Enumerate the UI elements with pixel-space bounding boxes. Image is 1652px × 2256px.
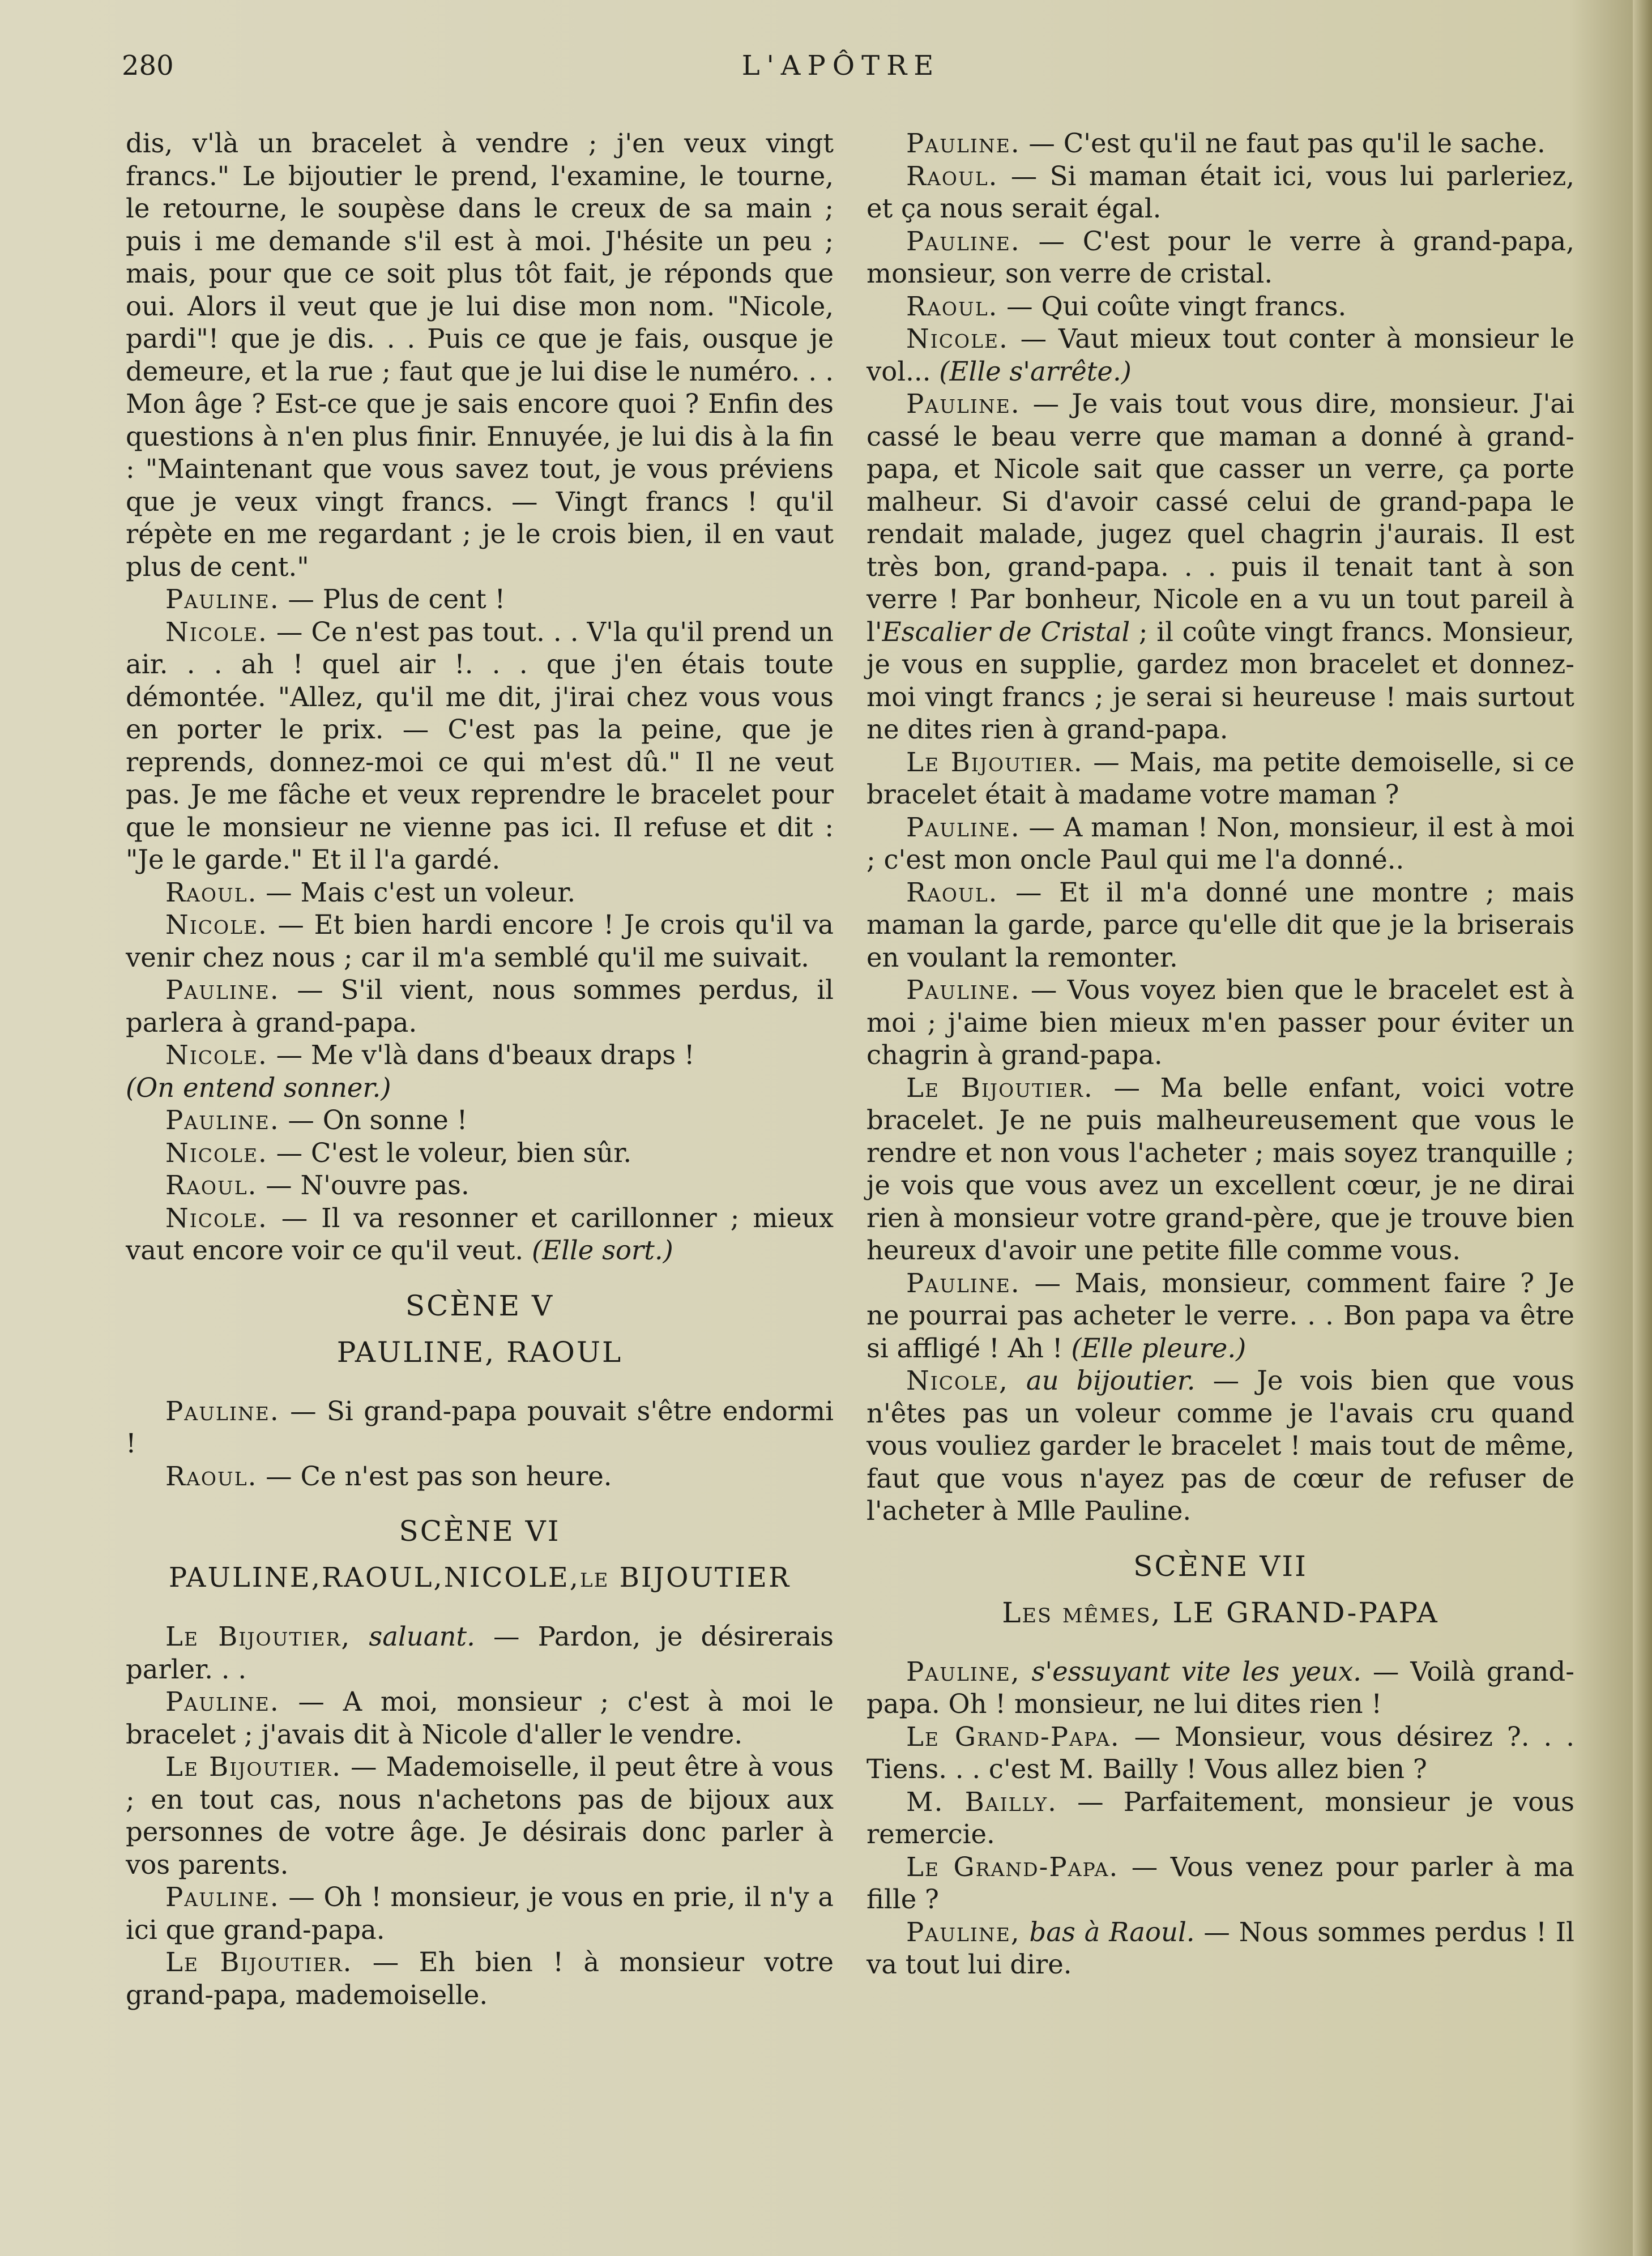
line-text: — Ce n'est pas tout. . . V'la qu'il prend un air. . . ah ! quel air !. . . que j'en étais toute démontée. "Allez, qu'il me dit, j'irai chez vous vous en porter le prix. — C'est pas la peine, que je reprends, donnez-moi ce qui m'est dû." Il ne veut pas. Je me fâche et veux reprendre le bracelet pour que le monsieur ne vienne pas ici. Il refuse et dit : "Je le garde." Et il l'a gardé. (126, 616, 834, 875)
line-text: — Ce n'est pas son heure. (257, 1460, 612, 1492)
narration-paragraph: dis, v'là un bracelet à vendre ; j'en veux vingt francs." Le bijoutier le prend, l'examine, le tourne, le retourne, le soupèse dans le creux de sa main ; puis i me demande s'il est à moi. J'hésite un peu ; mais, pour que ce soit plus tôt fait, je réponds que oui. Alors il veut que je lui dise mon nom. "Nicole, pardi"! que je dis. . . Puis ce que je fais, ousque je demeure, et la rue ; faut que je lui dise le numéro. . . Mon âge ? Est-ce que je sais encore quoi ? Enfin des questions à n'en plus finir. Ennuyée, je lui dis à la fin : "Maintenant que vous savez tout, je vous préviens que je veux vingt francs. — Vingt francs ! qu'il répète en me regardant ; je le crois bien, il en vaut plus de cent." (126, 128, 834, 582)
speaker-name: Raoul. (165, 1460, 258, 1492)
line-text: — Mademoiselle, il peut être à vous ; en tout cas, nous n'achetons pas de bijoux aux personnes de votre âge. Je désirais donc parler à vos parents. (126, 1751, 834, 1880)
dialogue-line (866, 290, 1574, 323)
speaker-name: Nicole. (165, 1040, 268, 1070)
dialogue-line (866, 746, 1574, 811)
inline-stage-direction: au bijoutier. (1008, 1365, 1196, 1396)
speaker-name: Pauline. (165, 1395, 280, 1426)
speaker-name: Raoul. (906, 160, 998, 191)
speaker-name: Pauline. (165, 975, 280, 1005)
dialogue-line (866, 225, 1574, 290)
dialogue-line (126, 909, 834, 974)
place-name: Escalier de Cristal (882, 616, 1130, 647)
line-text: — Eh bien ! à monsieur votre grand-papa, mademoiselle. (126, 1947, 834, 2010)
line-text: — S'il vient, nous sommes perdus, il parlera à grand-papa. (126, 975, 834, 1038)
dialogue-line (866, 1656, 1574, 1721)
scene-vi-title: SCÈNE VI (399, 1515, 561, 1548)
speaker-name: Raoul. (165, 1170, 258, 1200)
dialogue-line (866, 160, 1574, 225)
dialogue-line (866, 388, 1574, 746)
speaker-name: Le Grand-Papa. (906, 1851, 1119, 1882)
speaker-name: Raoul. (165, 877, 258, 908)
page-header (122, 50, 1560, 95)
dialogue-line (126, 877, 834, 909)
characters-part: PAULINE,RAOUL,NICOLE, (168, 1562, 580, 1593)
scene-vii-characters (866, 1596, 1574, 1630)
dialogue-line (126, 1460, 834, 1493)
characters-part: BIJOUTIER (609, 1562, 791, 1593)
dialogue-line (126, 1104, 834, 1137)
dialogue-line (866, 811, 1574, 877)
line-text: — C'est pour le verre à grand-papa, monsieur, son verre de cristal. (866, 225, 1574, 289)
dialogue-line (126, 1751, 834, 1881)
speaker-name: Pauline. (165, 584, 280, 614)
line-text: — Pardon, je désirerais parler. . . (126, 1621, 834, 1685)
line-text: — Et bien hardi encore ! Je crois qu'il va venir chez nous ; car il m'a semblé qu'il me suivait. (126, 909, 834, 973)
dialogue-line (866, 1786, 1574, 1851)
dialogue-line (126, 1039, 834, 1072)
characters-part: , LE GRAND-PAPA (1151, 1596, 1439, 1629)
line-text: — Ma belle enfant, voici votre bracelet. Je ne puis malheureusement que vous le rendre et non vous l'acheter ; mais soyez tranquille ; je vois que vous avez un excellent cœur, je ne dirai rien à monsieur votre grand-père, que je trouve bien heureux d'avoir une petite fille comme vous. (866, 1072, 1574, 1266)
dialogue-line (866, 127, 1574, 160)
inline-stage-direction: bas à Raoul. (1020, 1916, 1195, 1947)
speaker-name: Pauline. (906, 1267, 1021, 1298)
page-edge-shadow (1633, 0, 1652, 2256)
dialogue-line (126, 583, 834, 616)
characters-part: Les mêmes (1002, 1596, 1151, 1629)
dialogue-line (866, 323, 1574, 388)
inline-stage-direction: s'essuyant vite les yeux. (1020, 1656, 1361, 1687)
dialogue-line (126, 1137, 834, 1170)
speaker-name: Nicole. (165, 1137, 268, 1168)
line-text: — Je vois bien que vous n'êtes pas un voleur comme je l'avais cru quand vous vouliez garder le bracelet ! mais tout de même, faut que vous n'ayez pas de cœur de refuser de l'acheter à Mlle Pauline. (866, 1365, 1574, 1526)
line-text: — C'est le voleur, bien sûr. (267, 1137, 632, 1168)
line-text: — Si maman était ici, vous lui parleriez, et ça nous serait égal. (866, 160, 1574, 224)
line-text: — Oh ! monsieur, je vous en prie, il n'y a ici que grand-papa. (126, 1882, 834, 1945)
dialogue-line (126, 1169, 834, 1202)
dialogue-line (126, 974, 834, 1039)
dialogue-line (126, 1946, 834, 2011)
speaker-name: Pauline. (906, 388, 1021, 419)
line-text: — Voilà grand-papa. Oh ! monsieur, ne lui dites rien ! (866, 1656, 1574, 1719)
speaker-name: Nicole, (906, 1365, 1009, 1396)
speaker-name: Le Bijoutier. (165, 1947, 353, 1977)
stage-direction (126, 1072, 834, 1105)
dialogue-line (866, 1851, 1574, 1916)
line-text: — Si grand-papa pouvait s'être endormi ! (126, 1395, 834, 1459)
scene-v-title: SCÈNE V (405, 1289, 554, 1322)
stage-direction-text: (Elle pleure.) (1071, 1332, 1247, 1364)
line-text: — Nous sommes perdus ! Il va tout lui dire. (866, 1916, 1574, 1980)
dialogue-line (126, 1686, 834, 1751)
line-text: — Me v'là dans d'beaux draps ! (267, 1040, 695, 1070)
dialogue-line (126, 616, 834, 877)
speaker-name: Nicole. (165, 616, 268, 647)
dialogue-line (866, 1365, 1574, 1528)
speaker-name: Pauline. (906, 975, 1021, 1005)
scene-v-characters: PAULINE, RAOUL (336, 1335, 623, 1369)
running-title: L'APÔTRE (741, 50, 941, 82)
line-text: — Parfaitement, monsieur je vous remercie. (866, 1786, 1574, 1849)
speaker-name: Nicole. (165, 909, 268, 940)
line-text: — A maman ! Non, monsieur, il est à moi ; c'est mon oncle Paul qui me l'a donné.. (866, 811, 1574, 875)
line-text: — Monsieur, vous désirez ?. . . Tiens. . . c'est M. Bailly ! Vous allez bien ? (866, 1721, 1574, 1784)
speaker-name: Pauline. (906, 811, 1021, 843)
left-column (126, 127, 834, 2011)
scene-vi-characters (126, 1561, 834, 1595)
speaker-name: Pauline, (906, 1916, 1021, 1947)
stage-direction-text: (Elle s'arrête.) (939, 356, 1132, 387)
speaker-name: M. Bailly. (906, 1786, 1057, 1817)
speaker-name: Le Grand-Papa. (906, 1721, 1120, 1752)
dialogue-line (866, 1916, 1574, 1981)
speaker-name: Pauline, (906, 1656, 1021, 1687)
speaker-name: Pauline. (165, 1882, 280, 1912)
line-text: — Mais c'est un voleur. (257, 877, 576, 908)
line-text: — C'est qu'il ne faut pas qu'il le sache. (1020, 128, 1546, 159)
line-text: — N'ouvre pas. (257, 1170, 469, 1200)
inline-stage-direction: saluant. (351, 1621, 475, 1652)
speaker-name: Pauline. (165, 1105, 280, 1135)
line-text: — Vaut mieux tout conter à monsieur le vol... (866, 323, 1574, 387)
dialogue-line (126, 1621, 834, 1686)
line-text: — Mais, ma petite demoiselle, si ce bracelet était à madame votre maman ? (866, 746, 1574, 810)
speaker-name: Raoul. (906, 877, 998, 908)
line-text: — Qui coûte vingt francs. (998, 290, 1347, 322)
dialogue-line (126, 1395, 834, 1460)
speaker-name: Le Bijoutier. (906, 1072, 1094, 1103)
right-column (866, 127, 1574, 1981)
page-number: 280 (122, 50, 174, 82)
dialogue-line (126, 1881, 834, 1946)
line-text: ; il coûte vingt francs. Monsieur, je vous en supplie, gardez mon bracelet et donnez-moi vingt francs ; je serai si heureuse ! mais surtout ne dites rien à grand-papa. (866, 616, 1574, 745)
speaker-name: Nicole. (165, 1202, 268, 1233)
line-text: — A moi, monsieur ; c'est à moi le bracelet ; j'avais dit à Nicole d'aller le vendre. (126, 1686, 834, 1750)
line-text: — Plus de cent ! (279, 584, 506, 614)
speaker-name: Le Bijoutier. (165, 1751, 342, 1782)
speaker-name: Pauline. (165, 1686, 280, 1717)
stage-direction-text: (Elle sort.) (531, 1235, 673, 1266)
characters-article: le (579, 1562, 609, 1593)
speaker-name: Pauline. (906, 128, 1021, 159)
line-text: — Mais, monsieur, comment faire ? Je ne pourrai pas acheter le verre. . . Bon papa va être si affligé ! Ah ! (866, 1267, 1574, 1364)
speaker-name: Raoul. (906, 290, 998, 322)
line-text: — Je vais tout vous dire, monsieur. J'ai cassé le beau verre que maman a donné à grand-papa, et Nicole sait que casser un verre, ça porte malheur. Si d'avoir cassé celui de grand-papa le rendait malade, jugez quel chagrin j'aurais. Il est très bon, grand-papa. . . puis il tenait tant à son verre ! Par bonheur, Nicole en a vu un tout pareil à l' (866, 388, 1574, 647)
line-text: — Il va resonner et carillonner ; mieux vaut encore voir ce qu'il veut. (126, 1202, 834, 1266)
line-text: — Et il m'a donné une montre ; mais maman la garde, parce qu'elle dit que je la briserais en voulant la remonter. (866, 877, 1574, 973)
line-text: — On sonne ! (279, 1105, 468, 1135)
dialogue-line (866, 974, 1574, 1072)
dialogue-line (866, 877, 1574, 975)
line-text: — Vous venez pour parler à ma fille ? (866, 1851, 1575, 1915)
dialogue-line (866, 1072, 1574, 1267)
dialogue-line (866, 1267, 1574, 1365)
scene-vii-title: SCÈNE VII (1133, 1549, 1308, 1583)
dialogue-line (126, 1202, 834, 1267)
stage-direction-text: (On entend sonner.) (126, 1072, 391, 1103)
speaker-name: Le Bijoutier. (906, 746, 1083, 777)
line-text: — Vous voyez bien que le bracelet est à moi ; j'aime bien mieux m'en passer pour éviter un chagrin à grand-papa. (866, 975, 1574, 1070)
dialogue-line (866, 1721, 1574, 1786)
speaker-name: Le Bijoutier, (165, 1621, 351, 1652)
speaker-name: Nicole. (906, 323, 1009, 354)
speaker-name: Pauline. (906, 225, 1021, 257)
